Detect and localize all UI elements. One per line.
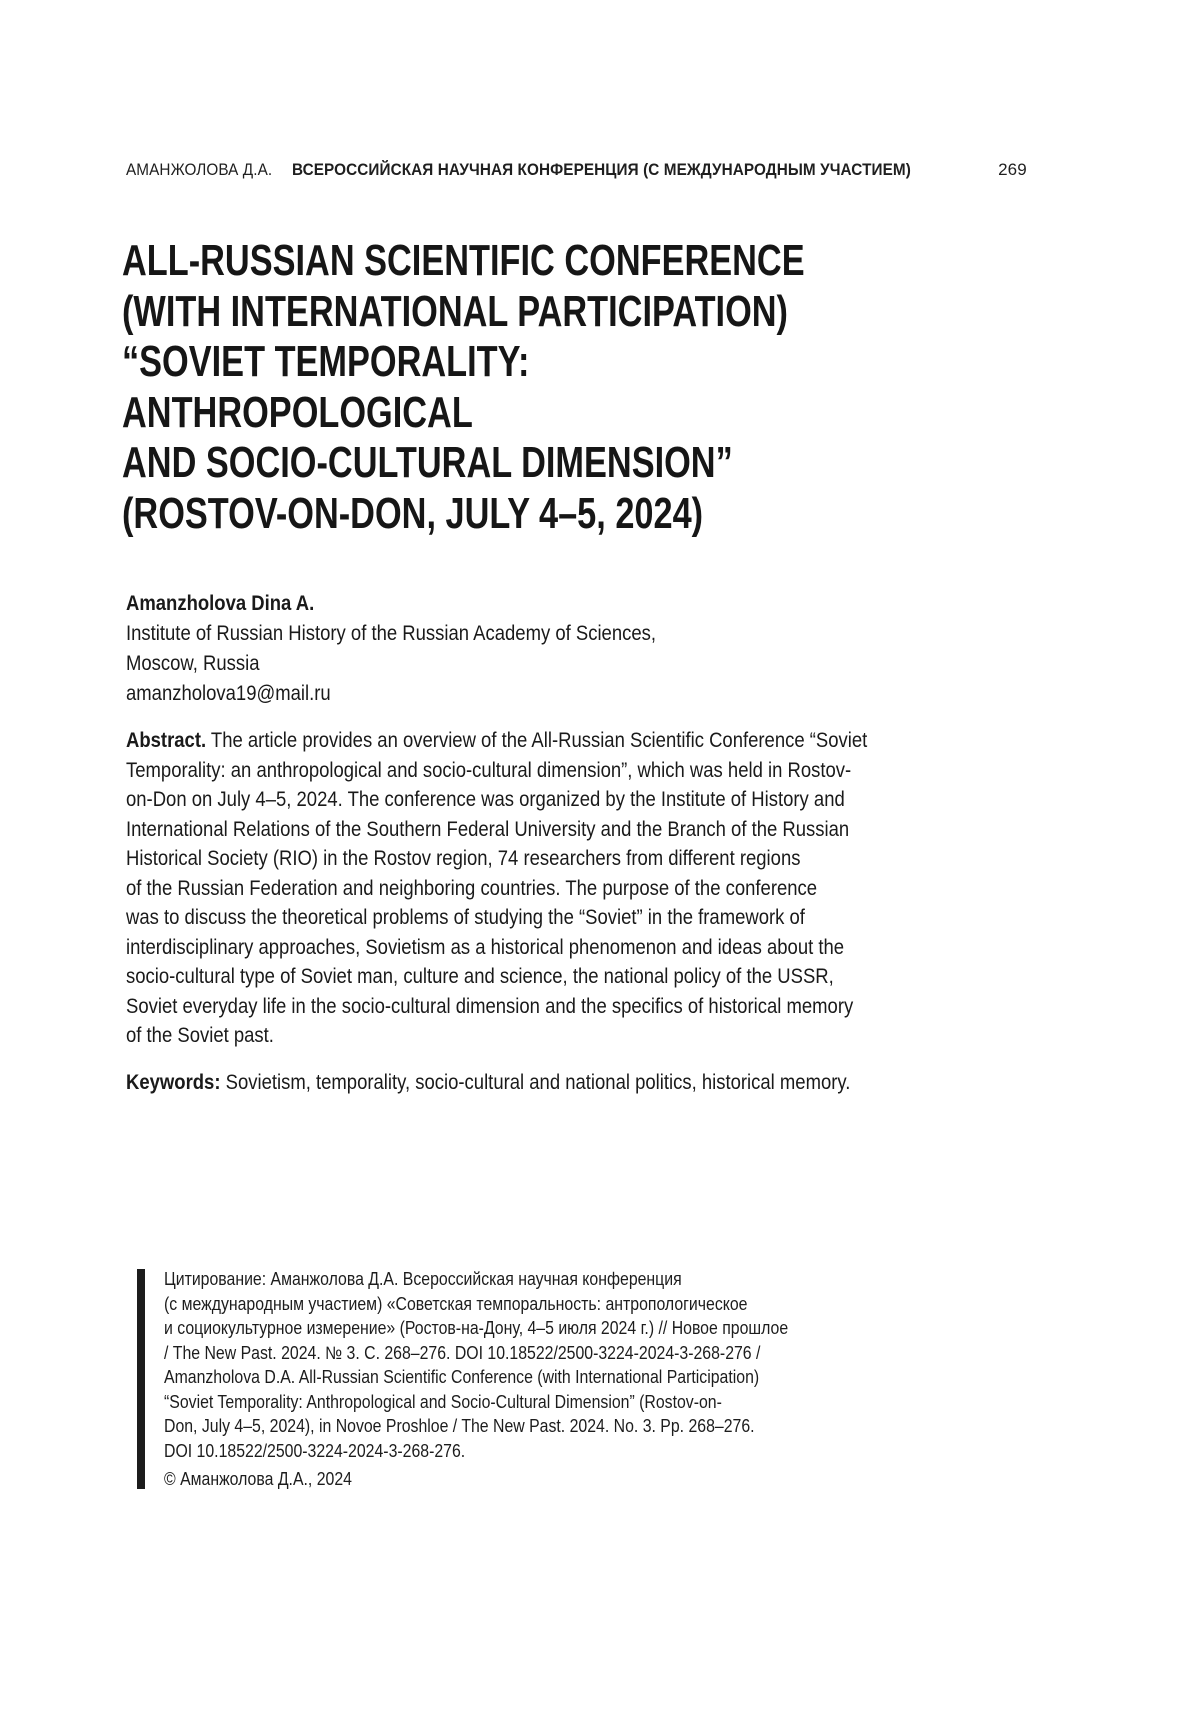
abstract — [126, 726, 1059, 1051]
keywords-text: Sovietism, temporality, socio-cultural and national politics, historical memory. — [225, 1071, 851, 1094]
article-title: ALL-RUSSIAN SCIENTIFIC CONFERENCE (WITH INTERNATIONAL PARTICIPATION) “SOVIET TEMPORALITY: ANTHROPOLOGICAL AND SOCIO-CULTURAL DIMENSION” (ROSTOV-ON-DON, JULY 4–5, 2024) — [122, 236, 805, 538]
citation-bar — [137, 1269, 145, 1489]
keywords — [126, 1068, 1059, 1098]
citation-block — [164, 1267, 850, 1492]
page-number: 269 — [998, 160, 1027, 179]
citation-text: Цитирование: Аманжолова Д.А. Всероссийская научная конференция (с международным участием) «Советская темпоральность: антропологическое и социокультурное измерение» (Ростов-на-Дону, 4–5 июля 2024 г.) // Новое прошлое / The New Past. 2024. № 3. С. 268–276. DOI 10.18522/2500-3224-2024-3-268-276 / Amanzholova D.A. All-Russian Scientific Conference (with International Participation) “Soviet Temporality: Anthropological and Socio-Cultural Dimension” (Rostov-on- Don, July 4–5, 2024), in Novoe Proshloe / The New Past. 2024. No. 3. Pp. 268–276. DOI 10.18522/2500-3224-2024-3-268-276. — [164, 1269, 789, 1461]
abstract-text: The article provides an overview of the All-Russian Scientific Conference “Soviet Temporality: an anthropological and socio-cultural dimension”, which was held in Rostov- on-Don on July 4–5, 2024. The conference was organized by the Institute of History and International Relations of the Southern Federal University and the Branch of the Russian Historical Society (RIO) in the Rostov region, 74 researchers from different regions of the Russian Federation and neighboring countries. The purpose of the conference was to discuss the theoretical problems of studying the “Soviet” in the framework of interdisciplinary approaches, Sovietism as a historical phenomenon and ideas about the socio-cultural type of Soviet man, culture and science, the national policy of the USSR, Soviet everyday life in the socio-cultural dimension and the specifics of historical memory of the Soviet past. — [126, 729, 868, 1047]
running-header — [126, 160, 1027, 180]
running-header-left — [126, 160, 911, 180]
abstract-label: Abstract. — [126, 729, 207, 752]
running-author: АМАНЖОЛОВА Д.А. — [126, 160, 273, 179]
author-name: Amanzholova Dina A. — [126, 592, 315, 615]
author-affiliation: Institute of Russian History of the Russian Academy of Sciences, Moscow, Russia — [126, 622, 657, 675]
author-email: amanzholova19@mail.ru — [126, 682, 331, 705]
keywords-label: Keywords: — [126, 1071, 221, 1094]
running-title: ВСЕРОССИЙСКАЯ НАУЧНАЯ КОНФЕРЕНЦИЯ (С МЕЖДУНАРОДНЫМ УЧАСТИЕМ) — [292, 160, 911, 179]
author-block — [126, 589, 988, 709]
copyright-text: © Аманжолова Д.А., 2024 — [164, 1469, 352, 1489]
